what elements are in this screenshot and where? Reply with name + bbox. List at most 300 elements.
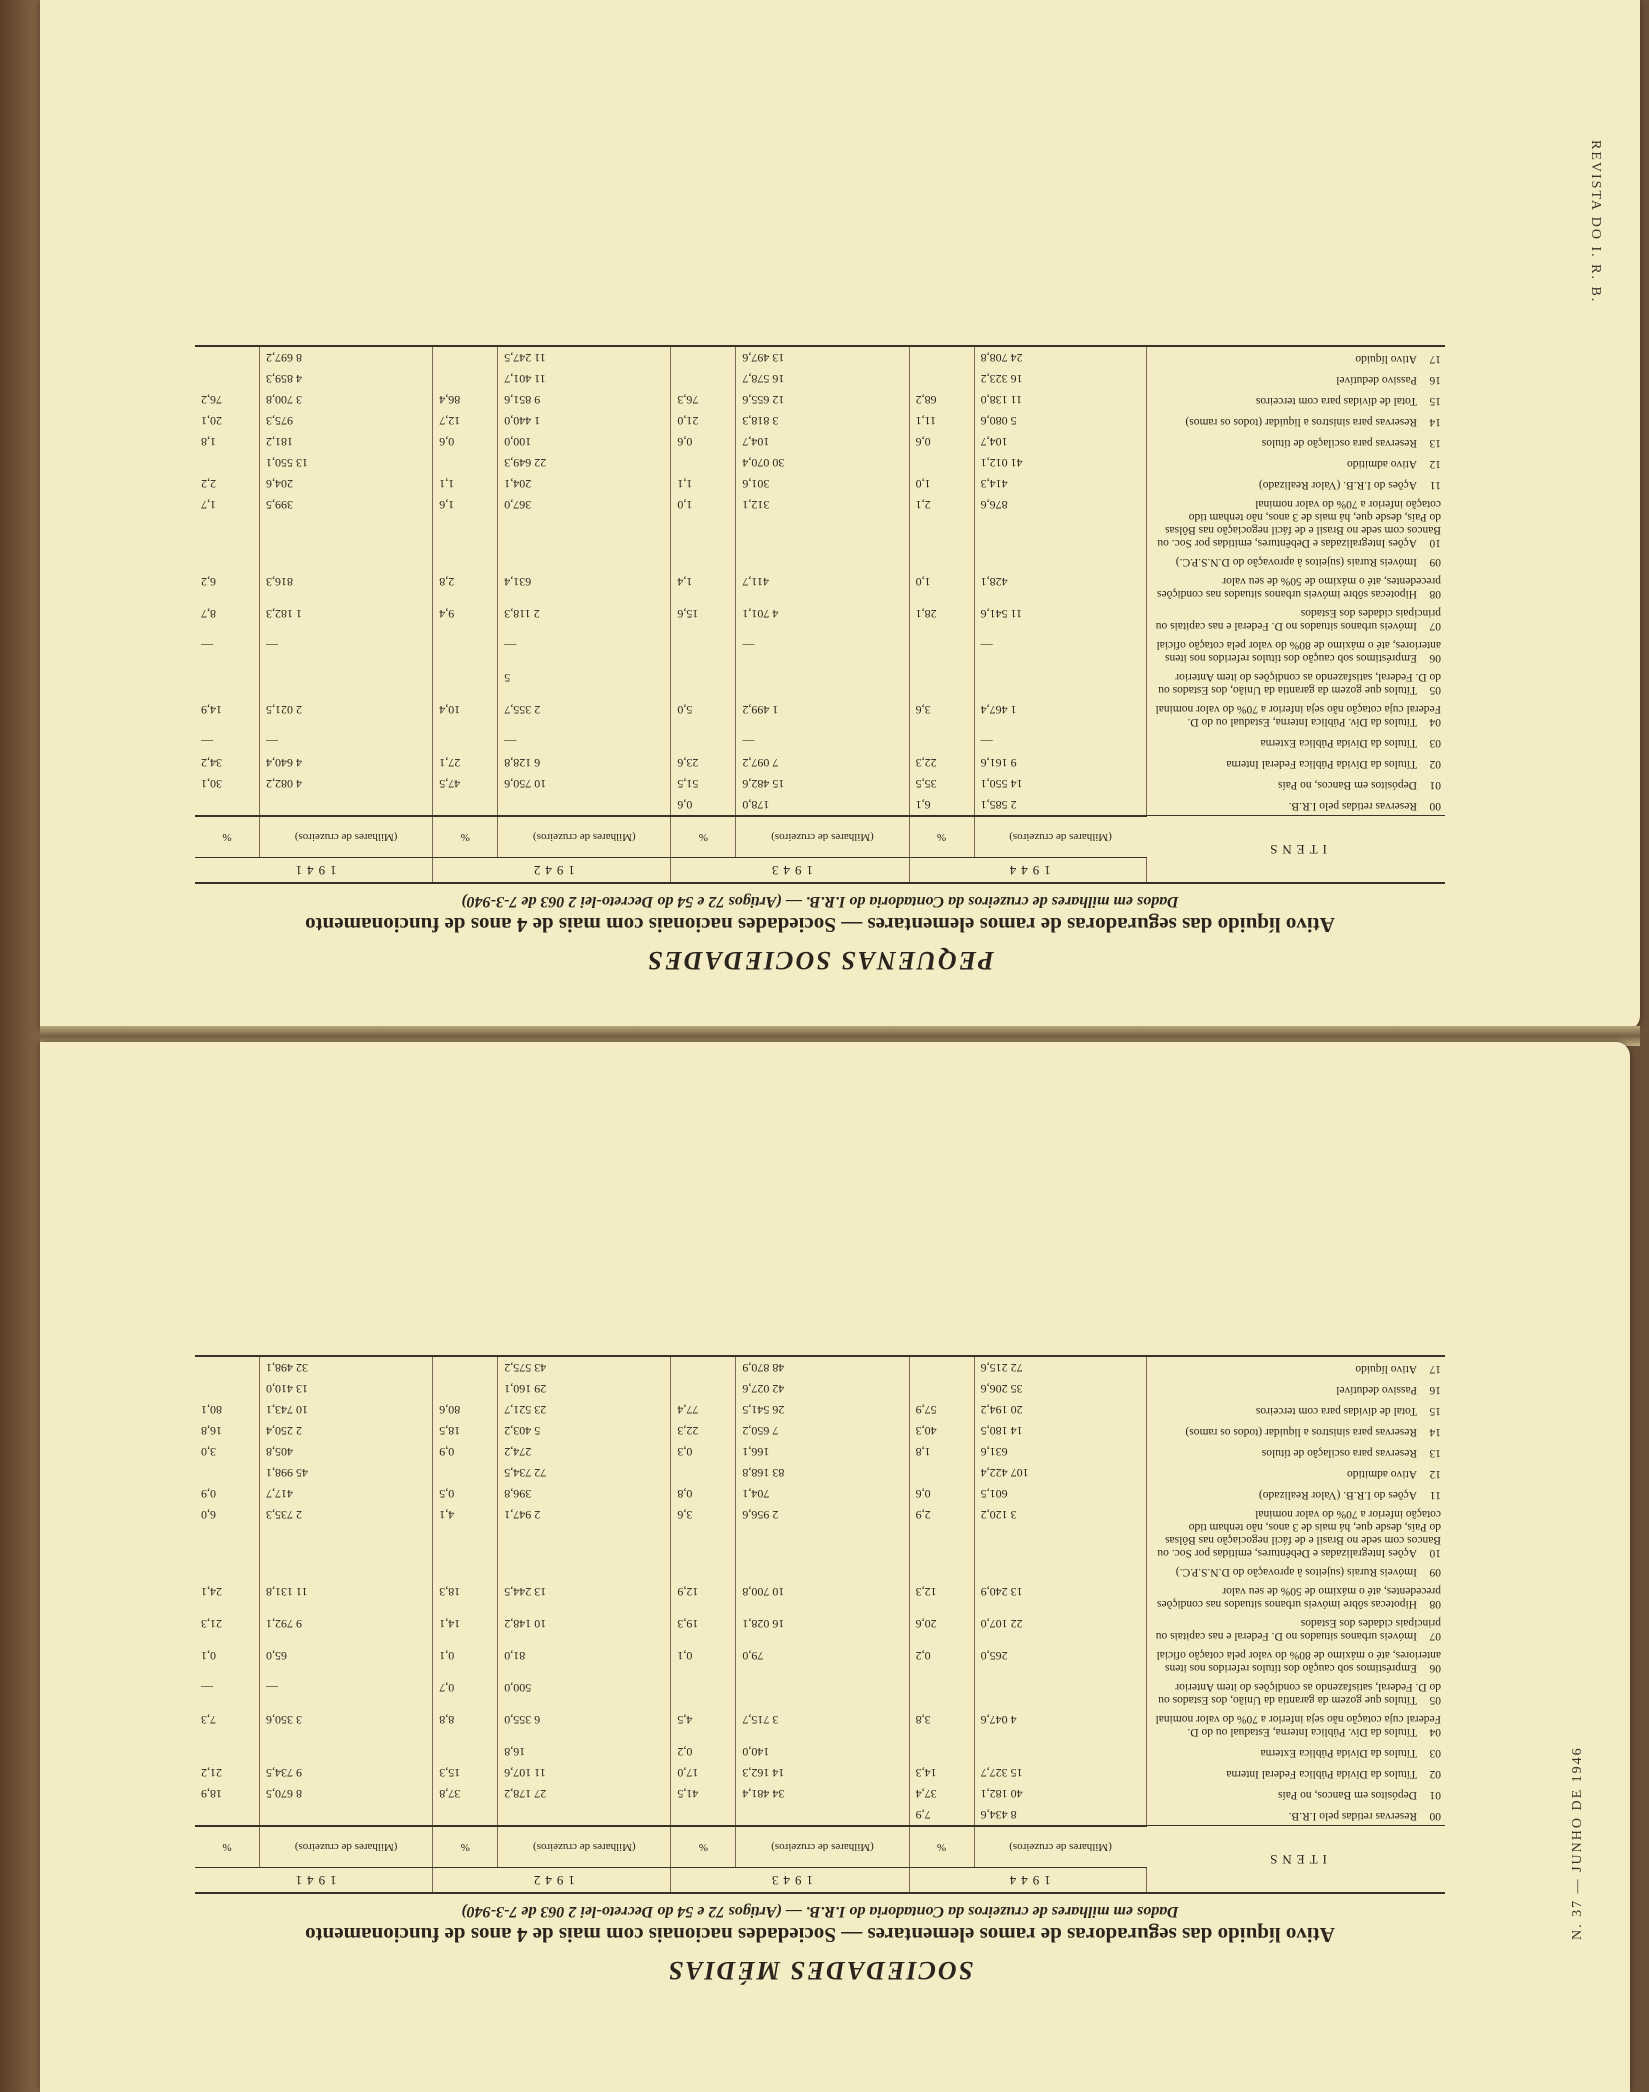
pct-cell: 80,6 (433, 1399, 498, 1420)
value-cell: 1 499,2 (736, 699, 909, 731)
pct-cell: 37,8 (433, 1783, 498, 1804)
pct-cell: 0,1 (671, 1645, 736, 1677)
row-item (1147, 1378, 1446, 1399)
pct-cell: 8,7 (195, 603, 260, 635)
table-row (195, 1483, 1445, 1504)
table-row (195, 1562, 1445, 1581)
pct-cell: 15,3 (433, 1762, 498, 1783)
table-row (195, 1420, 1445, 1441)
value-cell: 4 859,3 (260, 368, 433, 389)
value-cell: 4 640,4 (260, 752, 433, 773)
row-label: Ações Integralizadas e Debêntures, emitidas por Soc. ou Bancos com sede no Brasil e de fácil negociação nas Bôlsas do País, desde que, há mais de 3 anos, não tenham tido cotação inferior a 70% do valor nominal (1157, 498, 1441, 549)
row-code: 13 (1429, 1447, 1441, 1459)
pct-cell (671, 1462, 736, 1483)
row-label: Passivo dedutível (1336, 374, 1417, 386)
pct-cell: 0,9 (195, 1483, 260, 1504)
unit-header: (Milhares de cruzeiros) (736, 816, 909, 858)
value-cell: 23 521,7 (498, 1399, 671, 1420)
value-cell: 7 097,2 (736, 752, 909, 773)
row-label: Empréstimos sob caução dos títulos referidos nos itens anteriores, até o máximo de 80% do valor pela cotação oficial (1156, 1649, 1441, 1674)
pct-cell: 20,6 (909, 1613, 974, 1645)
pct-cell: 37,4 (909, 1783, 974, 1804)
row-item (1147, 1504, 1446, 1562)
value-cell: 414,3 (974, 473, 1146, 494)
row-code: 05 (1429, 684, 1441, 696)
value-cell: 27 178,2 (498, 1783, 671, 1804)
value-cell: 704,1 (736, 1483, 909, 1504)
pct-header: % (671, 816, 736, 858)
value-cell: 15 327,7 (974, 1762, 1146, 1783)
value-cell: 65,0 (260, 1645, 433, 1677)
unit-header: (Milhares de cruzeiros) (260, 1826, 433, 1868)
value-cell (260, 552, 433, 571)
pct-cell: 35,5 (909, 773, 974, 794)
value-cell: 8 434,6 (974, 1804, 1146, 1826)
year-header: 1943 (671, 1868, 909, 1894)
row-item (1147, 473, 1446, 494)
value-cell: 405,8 (260, 1441, 433, 1462)
value-cell (974, 1677, 1146, 1709)
table-row (195, 1709, 1445, 1741)
value-cell: 9 851,6 (498, 389, 671, 410)
table-row (195, 1399, 1445, 1420)
value-cell: 417,7 (260, 1483, 433, 1504)
value-cell: 301,6 (736, 473, 909, 494)
pct-cell: 14,1 (433, 1613, 498, 1645)
value-cell: 40 182,1 (974, 1783, 1146, 1804)
row-label: Imóveis Rurais (sujeitos à aprovação do D.N.S.P.C.) (1175, 1566, 1417, 1578)
value-cell (260, 1741, 433, 1762)
pct-cell (909, 452, 974, 473)
row-item (1147, 1399, 1446, 1420)
value-cell: 500,0 (498, 1677, 671, 1709)
value-cell: 204,1 (498, 473, 671, 494)
value-cell: 4 082,2 (260, 773, 433, 794)
row-code: 15 (1429, 1405, 1441, 1417)
row-label: Imóveis Rurais (sujeitos à aprovação do D.N.S.P.C.) (1175, 556, 1417, 568)
pct-cell: 18,3 (433, 1581, 498, 1613)
value-cell: 16 578,7 (736, 368, 909, 389)
unit-header: (Milhares de cruzeiros) (260, 816, 433, 858)
row-label: Imóveis urbanos situados no D. Federal e nas capitais ou principais cidades dos Estados (1155, 1617, 1441, 1642)
value-cell: — (260, 731, 433, 752)
pct-cell: 22,3 (671, 1420, 736, 1441)
pct-cell: — (195, 731, 260, 752)
pct-cell: 24,1 (195, 1581, 260, 1613)
pct-cell: 14,9 (195, 699, 260, 731)
row-label: Reservas para oscilação de títulos (1261, 1447, 1417, 1459)
sociedades-medias-block (195, 1105, 1445, 1985)
row-label: Títulos da Dívida Pública Federal Interna (1226, 1768, 1417, 1780)
row-label: Ativo líquido (1355, 1363, 1417, 1375)
value-cell: 5 (498, 667, 671, 699)
value-cell: 100,0 (498, 431, 671, 452)
table-row (195, 794, 1445, 816)
value-cell (498, 1562, 671, 1581)
row-item (1147, 452, 1446, 473)
pct-cell (909, 346, 974, 368)
value-cell: 6 355,0 (498, 1709, 671, 1741)
pct-header: % (433, 816, 498, 858)
row-item (1147, 1462, 1446, 1483)
table-row (195, 752, 1445, 773)
value-cell: 10 743,1 (260, 1399, 433, 1420)
value-cell: 204,6 (260, 473, 433, 494)
row-code: 16 (1429, 374, 1441, 386)
value-cell: 11 247,5 (498, 346, 671, 368)
pct-cell (909, 731, 974, 752)
pct-cell: 12,3 (909, 1581, 974, 1613)
value-cell: 181,2 (260, 431, 433, 452)
pct-cell: 6,2 (195, 571, 260, 603)
table-row (195, 731, 1445, 752)
row-code: 06 (1429, 652, 1441, 664)
value-cell: — (974, 635, 1146, 667)
pct-cell (909, 1677, 974, 1709)
row-item (1147, 773, 1446, 794)
pct-cell: 76,3 (671, 389, 736, 410)
pequenas-sociedades-block (195, 115, 1445, 975)
value-cell: 4 047,6 (974, 1709, 1146, 1741)
pct-cell (195, 1562, 260, 1581)
row-code: 17 (1429, 1363, 1441, 1375)
value-cell: 104,7 (974, 431, 1146, 452)
pct-cell: 0,8 (671, 1483, 736, 1504)
pequenas-table (195, 345, 1445, 884)
value-cell: 83 168,8 (736, 1462, 909, 1483)
pct-cell (671, 1356, 736, 1378)
table-row (195, 571, 1445, 603)
pct-cell: 86,4 (433, 389, 498, 410)
row-label: Total de dívidas para com terceiros (1255, 1405, 1417, 1417)
pct-cell (433, 452, 498, 473)
row-label: Passivo dedutível (1336, 1384, 1417, 1396)
value-cell: 411,7 (736, 571, 909, 603)
value-cell: 11 401,7 (498, 368, 671, 389)
value-cell: 11 107,6 (498, 1762, 671, 1783)
value-cell: 81,0 (498, 1645, 671, 1677)
pct-cell: 28,1 (909, 603, 974, 635)
table-row (195, 1677, 1445, 1709)
value-cell (736, 1677, 909, 1709)
pct-cell: 8,8 (433, 1709, 498, 1741)
pct-cell: 0,6 (671, 794, 736, 816)
pct-cell (909, 1356, 974, 1378)
pct-cell (433, 1804, 498, 1826)
value-cell: 11 541,6 (974, 603, 1146, 635)
year-header: 1944 (909, 858, 1146, 884)
value-cell (736, 1804, 909, 1826)
value-cell: 43 575,2 (498, 1356, 671, 1378)
pct-cell: 20,1 (195, 410, 260, 431)
year-header: 1943 (671, 858, 909, 884)
pct-cell: 0,5 (433, 1483, 498, 1504)
pct-cell: 1,4 (671, 571, 736, 603)
pct-cell (909, 1562, 974, 1581)
pct-header: % (195, 816, 260, 858)
value-cell: 399,5 (260, 494, 433, 552)
row-code: 12 (1429, 458, 1441, 470)
row-item (1147, 552, 1446, 571)
pequenas-table-body (195, 346, 1445, 816)
table-row (195, 552, 1445, 571)
row-label: Ativo admitido (1347, 458, 1417, 470)
value-cell: 10 148,2 (498, 1613, 671, 1645)
pct-cell: 7,9 (909, 1804, 974, 1826)
pct-cell: 10,4 (433, 699, 498, 731)
pct-cell: 0,1 (433, 1645, 498, 1677)
row-item (1147, 494, 1446, 552)
value-cell (260, 667, 433, 699)
pct-cell (195, 1356, 260, 1378)
value-cell: 2 355,7 (498, 699, 671, 731)
pct-cell (671, 552, 736, 571)
table-row (195, 1504, 1445, 1562)
value-cell: 34 481,4 (736, 1783, 909, 1804)
pct-cell: 5,0 (671, 699, 736, 731)
value-cell: 1 440,0 (498, 410, 671, 431)
running-head-top: REVISTA DO I. R. B. (1588, 140, 1603, 304)
row-item (1147, 410, 1446, 431)
value-cell: 24 708,8 (974, 346, 1146, 368)
value-cell (974, 1741, 1146, 1762)
value-cell: 178,0 (736, 794, 909, 816)
table-row (195, 1462, 1445, 1483)
row-code: 16 (1429, 1384, 1441, 1396)
pct-cell: — (195, 1677, 260, 1709)
value-cell: 5 080,6 (974, 410, 1146, 431)
row-code: 04 (1429, 1726, 1441, 1738)
table-row (195, 346, 1445, 368)
pct-cell: 16,8 (195, 1420, 260, 1441)
value-cell (260, 1562, 433, 1581)
value-cell: 1 182,3 (260, 603, 433, 635)
pct-cell: 6,0 (195, 1504, 260, 1562)
pct-header: % (433, 1826, 498, 1868)
value-cell (974, 1562, 1146, 1581)
row-code: 12 (1429, 1468, 1441, 1480)
row-item (1147, 1356, 1446, 1378)
pct-cell (433, 552, 498, 571)
row-code: 01 (1429, 779, 1441, 791)
value-cell: 45 998,1 (260, 1462, 433, 1483)
row-item (1147, 1645, 1446, 1677)
value-cell: 72 734,5 (498, 1462, 671, 1483)
row-code: 05 (1429, 1694, 1441, 1706)
row-label: Títulos da Dívida Pública Federal Interna (1226, 758, 1417, 770)
pct-cell (433, 1741, 498, 1762)
value-cell: 631,4 (498, 571, 671, 603)
value-cell (498, 1804, 671, 1826)
row-item (1147, 667, 1446, 699)
row-item (1147, 1741, 1446, 1762)
value-cell: 11 131,8 (260, 1581, 433, 1613)
value-cell: 35 206,6 (974, 1378, 1146, 1399)
row-code: 08 (1429, 1598, 1441, 1610)
pct-cell (671, 1804, 736, 1826)
pct-cell: 30,1 (195, 773, 260, 794)
row-code: 17 (1429, 353, 1441, 365)
row-label: Ativo admitido (1347, 1468, 1417, 1480)
pct-cell: 3,6 (909, 699, 974, 731)
row-label: Depósitos em Bancos, no País (1278, 779, 1417, 791)
pct-cell (671, 346, 736, 368)
book-spine (0, 0, 45, 2092)
pct-cell: 12,9 (671, 1581, 736, 1613)
value-cell: 22 649,3 (498, 452, 671, 473)
value-cell: 10 700,8 (736, 1581, 909, 1613)
items-header: ITENS (1147, 816, 1446, 883)
value-cell: 16 028,1 (736, 1613, 909, 1645)
year-header: 1941 (195, 858, 433, 884)
unit-header: (Milhares de cruzeiros) (498, 816, 671, 858)
table-row (195, 1613, 1445, 1645)
row-item (1147, 1441, 1446, 1462)
row-item (1147, 1762, 1446, 1783)
pct-header: % (909, 816, 974, 858)
value-cell: 4 701,1 (736, 603, 909, 635)
row-label: Empréstimos sob caução dos títulos referidos nos itens anteriores, até o máximo de 80% do valor pela cotação oficial (1156, 639, 1441, 664)
pct-cell: 3,8 (909, 1709, 974, 1741)
pct-cell (195, 1462, 260, 1483)
pct-cell: 1,0 (671, 494, 736, 552)
value-cell: 3 700,8 (260, 389, 433, 410)
pct-cell: 40,3 (909, 1420, 974, 1441)
items-header: ITENS (1147, 1826, 1446, 1893)
pct-cell: 14,3 (909, 1762, 974, 1783)
pct-cell (909, 1741, 974, 1762)
section-title: PEQUENAS SOCIEDADES (646, 946, 994, 975)
row-label: Reservas para sinistros a liquidar (todos os ramos) (1185, 416, 1417, 428)
pct-cell: 1,1 (433, 473, 498, 494)
value-cell: 13 550,1 (260, 452, 433, 473)
pct-cell: 11,1 (909, 410, 974, 431)
table-row (195, 1804, 1445, 1826)
pct-cell (671, 452, 736, 473)
pct-cell (433, 1562, 498, 1581)
value-cell: 107 422,4 (974, 1462, 1146, 1483)
pct-cell (671, 1378, 736, 1399)
pct-cell (433, 667, 498, 699)
pct-cell (909, 1462, 974, 1483)
value-cell: 367,0 (498, 494, 671, 552)
pct-cell: 4,5 (671, 1709, 736, 1741)
value-cell: 48 870,9 (736, 1356, 909, 1378)
value-cell: 601,5 (974, 1483, 1146, 1504)
year-header: 1942 (433, 858, 671, 884)
pct-cell: 34,2 (195, 752, 260, 773)
row-item (1147, 431, 1446, 452)
row-item (1147, 368, 1446, 389)
pct-cell: 76,2 (195, 389, 260, 410)
row-label: Ações do I.R.B. (Valor Realizado) (1258, 1489, 1417, 1501)
row-label: Reservas retidas pelo I.R.B. (1288, 800, 1417, 813)
pct-cell (433, 368, 498, 389)
row-item (1147, 699, 1446, 731)
pct-cell: 1,0 (909, 473, 974, 494)
table-note: Dados em milhares de cruzeiros da Contadoria do I.R.B. — (Artigos 72 e 54 do Decreto-lei 2 063 de 7-3-940) (461, 893, 1179, 910)
table-row (195, 473, 1445, 494)
value-cell: — (974, 731, 1146, 752)
table-row (195, 635, 1445, 667)
pct-cell: 51,5 (671, 773, 736, 794)
row-code: 03 (1429, 1747, 1441, 1759)
value-cell: 3 715,7 (736, 1709, 909, 1741)
row-item (1147, 1420, 1446, 1441)
pct-cell: 1,8 (909, 1441, 974, 1462)
pct-cell (433, 1462, 498, 1483)
row-item (1147, 571, 1446, 603)
pct-cell: 22,3 (909, 752, 974, 773)
table-note: Dados em milhares de cruzeiros da Contadoria do I.R.B. — (Artigos 72 e 54 do Decreto-lei 2 063 de 7-3-940) (461, 1903, 1179, 1920)
pct-cell (195, 1741, 260, 1762)
row-item (1147, 1613, 1446, 1645)
row-label: Ações Integralizadas e Debêntures, emitidas por Soc. ou Bancos com sede no Brasil e de fácil negociação nas Bôlsas do País, desde que, há mais de 3 anos, não tenham tido cotação inferior a 70% do valor nominal (1157, 1508, 1441, 1559)
row-label: Hipotecas sôbre imóveis urbanos situados nas condições precedentes, até o máximo de 50% de seu valor (1157, 575, 1441, 600)
value-cell: 10 750,6 (498, 773, 671, 794)
value-cell: 13 410,0 (260, 1378, 433, 1399)
value-cell: 2 118,3 (498, 603, 671, 635)
year-header: 1944 (909, 1868, 1146, 1894)
row-label: Títulos da Dívida Pública Externa (1260, 737, 1417, 749)
row-code: 00 (1429, 800, 1441, 813)
value-cell (974, 667, 1146, 699)
pct-cell: 2,2 (195, 473, 260, 494)
table-row (195, 667, 1445, 699)
unit-header: (Milhares de cruzeiros) (736, 1826, 909, 1868)
row-label: Títulos da Dívida Pública Externa (1260, 1747, 1417, 1759)
medias-table-body (195, 1356, 1445, 1826)
value-cell: 13 497,6 (736, 346, 909, 368)
pct-cell: 1,8 (195, 431, 260, 452)
pct-cell (433, 346, 498, 368)
row-code: 10 (1429, 1547, 1441, 1559)
value-cell: — (498, 731, 671, 752)
pct-cell (909, 635, 974, 667)
value-cell: 816,3 (260, 571, 433, 603)
value-cell: 72 215,6 (974, 1356, 1146, 1378)
value-cell: 1 467,4 (974, 699, 1146, 731)
value-cell: 3 350,6 (260, 1709, 433, 1741)
table-row (195, 410, 1445, 431)
pct-cell: 41,5 (671, 1783, 736, 1804)
pct-cell (195, 452, 260, 473)
pct-cell (909, 368, 974, 389)
value-cell: 2 021,5 (260, 699, 433, 731)
year-header: 1941 (195, 1868, 433, 1894)
value-cell: 22 107,0 (974, 1613, 1146, 1645)
pct-cell: 21,0 (671, 410, 736, 431)
unit-header: (Milhares de cruzeiros) (974, 1826, 1146, 1868)
pct-cell (195, 1804, 260, 1826)
row-code: 01 (1429, 1789, 1441, 1801)
row-label: Reservas retidas pelo I.R.B. (1288, 1810, 1417, 1823)
table-row (195, 389, 1445, 410)
row-label: Títulos da Dív. Pública Interna, Estadual ou do D. Federal cuja cotação não seja inferior a 70% do valor nominal (1155, 703, 1441, 728)
value-cell: 12 655,6 (736, 389, 909, 410)
pct-cell (195, 794, 260, 816)
table-row (195, 494, 1445, 552)
row-code: 07 (1429, 620, 1441, 632)
value-cell (260, 794, 433, 816)
row-item (1147, 603, 1446, 635)
row-code: 00 (1429, 1810, 1441, 1823)
value-cell: 166,1 (736, 1441, 909, 1462)
pct-cell: 23,6 (671, 752, 736, 773)
row-label: Reservas para oscilação de títulos (1261, 437, 1417, 449)
pct-header: % (909, 1826, 974, 1868)
value-cell: 13 240,9 (974, 1581, 1146, 1613)
